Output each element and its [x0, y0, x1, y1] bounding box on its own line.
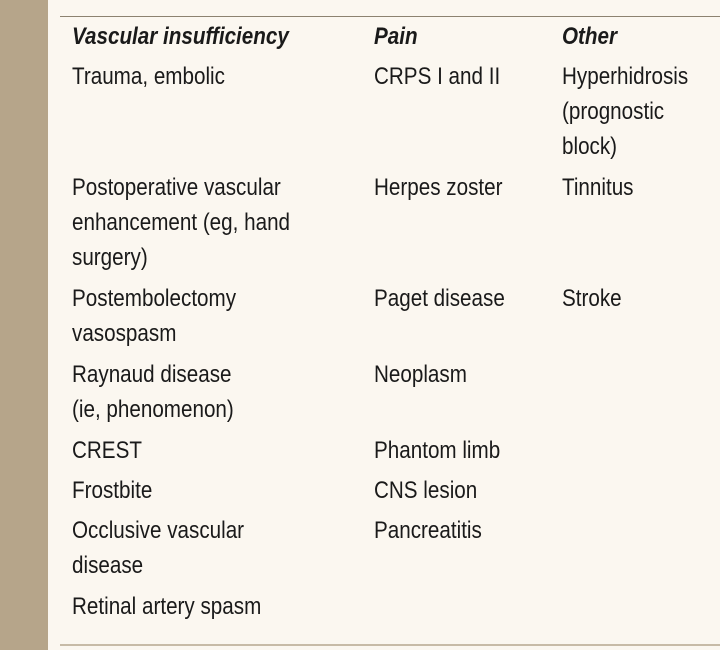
vascular-item-5-line-1: CREST — [72, 437, 142, 464]
other-item-1-line-2: (prognostic — [562, 98, 665, 125]
pain-item-2: Herpes zoster — [374, 174, 503, 201]
pain-item-3: Paget disease — [374, 285, 505, 312]
pain-item-4: Neoplasm — [374, 361, 467, 388]
vascular-item-2-line-1: Postoperative vascular — [72, 174, 281, 201]
vascular-item-7-line-2: disease — [72, 552, 144, 579]
header-other: Other — [562, 23, 618, 50]
pain-item-5: Phantom limb — [374, 437, 501, 464]
other-item-3: Stroke — [562, 285, 622, 312]
pain-item-7: Pancreatitis — [374, 517, 482, 544]
other-item-1-line-1: Hyperhidrosis — [562, 63, 689, 90]
vascular-item-7-line-1: Occlusive vascular — [72, 517, 245, 544]
vascular-item-2-line-2: enhancement (eg, hand — [72, 209, 291, 236]
left-sidebar-bar — [0, 0, 48, 650]
bottom-rule — [60, 644, 720, 646]
vascular-item-6-line-1: Frostbite — [72, 477, 153, 504]
vascular-item-3-line-2: vasospasm — [72, 320, 177, 347]
vascular-item-2-line-3: surgery) — [72, 244, 148, 271]
vascular-item-4-line-2: (ie, phenomenon) — [72, 396, 234, 423]
vascular-item-8-line-1: Retinal artery spasm — [72, 593, 262, 620]
header-pain: Pain — [374, 23, 418, 50]
vascular-item-1-line-1: Trauma, embolic — [72, 63, 225, 90]
pain-item-6: CNS lesion — [374, 477, 478, 504]
vascular-item-3-line-1: Postembolectomy — [72, 285, 237, 312]
top-rule — [60, 16, 720, 17]
pain-item-1: CRPS I and II — [374, 63, 501, 90]
vascular-item-4-line-1: Raynaud disease — [72, 361, 232, 388]
other-item-2: Tinnitus — [562, 174, 634, 201]
other-item-1-line-3: block) — [562, 133, 618, 160]
header-vascular-insufficiency: Vascular insufficiency — [72, 23, 289, 50]
